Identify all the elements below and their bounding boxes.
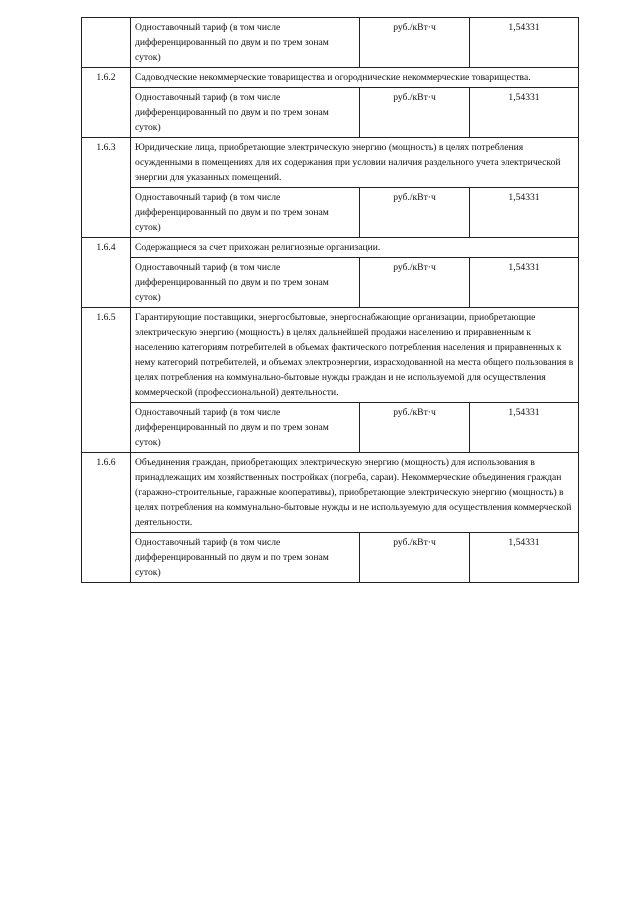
section-header-row: [82, 308, 579, 403]
tariff-label: Одноставочный тариф (в том числе дифференцированный по двум и по трем зонам суток): [131, 88, 360, 138]
unit-cell: руб./кВт·ч: [360, 18, 470, 68]
value-cell: 1,54331: [470, 258, 579, 308]
section-title: Содержащиеся за счет прихожан религиозные организации.: [131, 238, 579, 258]
section-number: 1.6.4: [82, 238, 131, 308]
section-title: Объединения граждан, приобретающих электрическую энергию (мощность) для использования в принадлежащих им хозяйственных постройках (погреба, сараи). Некоммерческие объединения граждан (гаражно-строительные, гаражные кооперативы), приобретающие электрическую энергию (мощность) в целях потребления на коммунально-бытовые нужды и не используемую для осуществления коммерческой деятельности.: [131, 453, 579, 533]
section-number: 1.6.5: [82, 308, 131, 453]
tariff-table: [81, 17, 579, 583]
section-header-row: [82, 453, 579, 533]
value-cell: 1,54331: [470, 88, 579, 138]
tariff-label: Одноставочный тариф (в том числе дифференцированный по двум и по трем зонам суток): [131, 258, 360, 308]
value-cell: 1,54331: [470, 533, 579, 583]
unit-cell: руб./кВт·ч: [360, 88, 470, 138]
unit-cell: руб./кВт·ч: [360, 533, 470, 583]
section-header-row: [82, 138, 579, 188]
section-header-row: [82, 68, 579, 88]
table-row: [82, 88, 579, 138]
tariff-label: Одноставочный тариф (в том числе дифференцированный по двум и по трем зонам суток): [131, 188, 360, 238]
section-title: Гарантирующие поставщики, энергосбытовые, энергоснабжающие организации, приобретающие электрическую энергию (мощность) в целях дальнейшей продажи населению и приравненным к населению категориям потребителей в объемах фактического потребления населения и приравненных к нему категорий потребителей, и объемах электроэнергии, израсходованной на места общего пользования в целях потребления на коммунально-бытовые нужды граждан и не используемой для осуществления коммерческой (профессиональной) деятельности.: [131, 308, 579, 403]
tariff-label: Одноставочный тариф (в том числе дифференцированный по двум и по трем зонам суток): [131, 533, 360, 583]
unit-cell: руб./кВт·ч: [360, 403, 470, 453]
value-cell: 1,54331: [470, 18, 579, 68]
section-number-cell: [82, 18, 131, 68]
table-row: [82, 533, 579, 583]
table-row: [82, 18, 579, 68]
table-row: [82, 258, 579, 308]
table-row: [82, 403, 579, 453]
table-row: [82, 188, 579, 238]
section-number: 1.6.6: [82, 453, 131, 583]
unit-cell: руб./кВт·ч: [360, 258, 470, 308]
section-title: Юридические лица, приобретающие электрическую энергию (мощность) в целях потребления осужденными в помещениях для их содержания при условии наличия раздельного учета электрической энергии для указанных помещений.: [131, 138, 579, 188]
tariff-label: Одноставочный тариф (в том числе дифференцированный по двум и по трем зонам суток): [131, 403, 360, 453]
value-cell: 1,54331: [470, 188, 579, 238]
section-number: 1.6.3: [82, 138, 131, 238]
value-cell: 1,54331: [470, 403, 579, 453]
tariff-label: Одноставочный тариф (в том числе дифференцированный по двум и по трем зонам суток): [131, 18, 360, 68]
section-number: 1.6.2: [82, 68, 131, 138]
section-header-row: [82, 238, 579, 258]
unit-cell: руб./кВт·ч: [360, 188, 470, 238]
section-title: Садоводческие некоммерческие товарищества и огороднические некоммерческие товарищества.: [131, 68, 579, 88]
